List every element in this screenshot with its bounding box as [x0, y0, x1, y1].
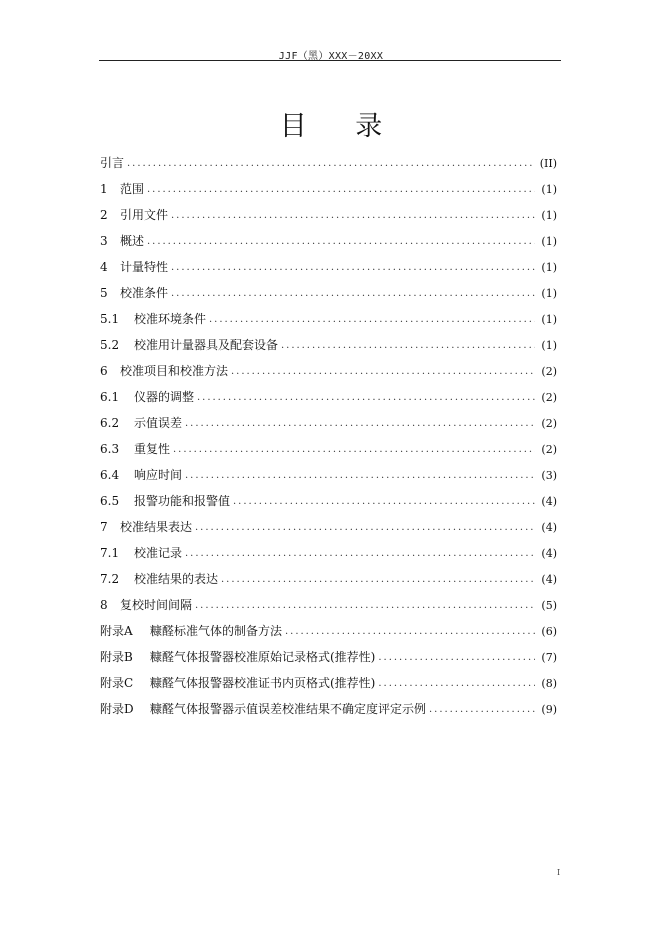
toc-entry-title: 糠醛气体报警器校准证书内页格式(推荐性) [150, 676, 376, 690]
toc-entry[interactable] [100, 592, 557, 618]
toc-entry-number: 5.1 [100, 312, 120, 326]
toc-entry-title: 校准结果表达 [120, 520, 193, 534]
page-number: I [557, 868, 561, 877]
table-of-contents [100, 150, 557, 722]
toc-entry-page: (2) [541, 391, 557, 404]
toc-entry-number: 6.5 [100, 494, 120, 508]
toc-leader-dots [185, 461, 535, 489]
toc-entry-number: 2 [100, 208, 108, 222]
toc-entry-title: 响应时间 [134, 468, 183, 482]
toc-entry-page: (1) [541, 261, 557, 274]
toc-entry-title: 校准环境条件 [134, 312, 207, 326]
toc-entry-page: (4) [541, 547, 557, 560]
toc-entry-page: (6) [541, 625, 557, 638]
toc-leader-dots [147, 175, 535, 203]
toc-entry-page: (1) [541, 313, 557, 326]
toc-entry-title: 示值误差 [134, 416, 183, 430]
toc-leader-dots [173, 435, 535, 463]
toc-entry[interactable] [100, 228, 557, 254]
toc-entry-page: (1) [541, 209, 557, 222]
toc-entry-number: 7.1 [100, 546, 120, 560]
toc-entry-number: 7.2 [100, 572, 120, 586]
toc-entry-title: 引用文件 [120, 208, 169, 222]
toc-leader-dots [378, 669, 535, 697]
toc-leader-dots [171, 201, 535, 229]
toc-entry-title: 概述 [120, 234, 145, 248]
toc-leader-dots [378, 643, 535, 671]
toc-entry-page: (5) [541, 599, 557, 612]
toc-entry-title: 复校时间间隔 [120, 598, 193, 612]
toc-entry[interactable] [100, 670, 557, 696]
toc-entry[interactable] [100, 202, 557, 228]
toc-leader-dots [147, 227, 535, 255]
toc-entry-number: 5 [100, 286, 108, 300]
toc-entry-number: 8 [100, 598, 108, 612]
toc-entry-title: 校准条件 [120, 286, 169, 300]
toc-leader-dots [231, 357, 535, 385]
toc-entry-number: 6.4 [100, 468, 120, 482]
toc-entry-title: 糠醛气体报警器示值误差校准结果不确定度评定示例 [150, 702, 427, 716]
toc-entry-title: 计量特性 [120, 260, 169, 274]
toc-leader-dots [429, 695, 535, 723]
toc-leader-dots [185, 409, 535, 437]
toc-entry-number: 6.2 [100, 416, 120, 430]
toc-entry[interactable] [100, 696, 557, 722]
toc-entry-page: (1) [541, 339, 557, 352]
toc-entry-page: (4) [541, 573, 557, 586]
toc-leader-dots [171, 253, 535, 281]
toc-entry-page: (2) [541, 443, 557, 456]
toc-entry[interactable] [100, 384, 557, 410]
toc-leader-dots [221, 565, 535, 593]
toc-entry-title: 校准用计量器具及配套设备 [134, 338, 279, 352]
toc-entry-number: 4 [100, 260, 108, 274]
toc-title: 目 录 [279, 111, 403, 142]
toc-entry-title: 校准结果的表达 [134, 572, 219, 586]
toc-entry[interactable] [100, 176, 557, 202]
toc-entry-page: (9) [541, 703, 557, 716]
toc-entry-page: (1) [541, 287, 557, 300]
toc-entry-page: (2) [541, 365, 557, 378]
toc-entry[interactable] [100, 306, 557, 332]
toc-entry-number: 3 [100, 234, 108, 248]
toc-leader-dots [233, 487, 535, 515]
toc-entry-page: (4) [541, 495, 557, 508]
toc-entry-number: 附录D [100, 702, 134, 716]
toc-leader-dots [185, 539, 535, 567]
toc-entry-page: (4) [541, 521, 557, 534]
toc-entry[interactable] [100, 332, 557, 358]
toc-entry[interactable] [100, 488, 557, 514]
toc-entry[interactable] [100, 618, 557, 644]
toc-entry[interactable] [100, 462, 557, 488]
document-code-header: JJF（黑）XXX－20XX [278, 51, 384, 62]
toc-entry-page: (II) [539, 157, 557, 170]
toc-entry-number: 附录C [100, 676, 134, 690]
toc-leader-dots [127, 149, 534, 177]
toc-entry[interactable] [100, 566, 557, 592]
toc-leader-dots [195, 513, 535, 541]
toc-leader-dots [197, 383, 535, 411]
toc-entry-title: 报警功能和报警值 [134, 494, 231, 508]
toc-entry[interactable] [100, 254, 557, 280]
toc-entry-title: 重复性 [134, 442, 171, 456]
toc-entry-title: 糠醛标准气体的制备方法 [150, 624, 283, 638]
toc-entry[interactable] [100, 410, 557, 436]
toc-entry-title: 校准项目和校准方法 [120, 364, 229, 378]
toc-entry-number: 附录B [100, 650, 133, 664]
toc-entry-number: 6.3 [100, 442, 120, 456]
toc-entry[interactable] [100, 644, 557, 670]
toc-entry-page: (2) [541, 417, 557, 430]
toc-entry-number: 6.1 [100, 390, 120, 404]
toc-entry-title: 引言 [100, 156, 125, 170]
toc-entry-title: 仪器的调整 [134, 390, 195, 404]
toc-leader-dots [209, 305, 535, 333]
toc-entry-number: 1 [100, 182, 108, 196]
toc-entry-number: 附录A [100, 624, 133, 638]
toc-entry-number: 6 [100, 364, 108, 378]
toc-leader-dots [195, 591, 535, 619]
toc-entry[interactable] [100, 540, 557, 566]
toc-entry[interactable] [100, 436, 557, 462]
toc-entry-page: (7) [541, 651, 557, 664]
toc-entry-page: (1) [541, 183, 557, 196]
header-divider [99, 60, 561, 61]
toc-entry[interactable] [100, 514, 557, 540]
toc-entry[interactable] [100, 150, 557, 176]
toc-entry-page: (1) [541, 235, 557, 248]
toc-entry-page: (3) [541, 469, 557, 482]
toc-entry[interactable] [100, 358, 557, 384]
toc-entry[interactable] [100, 280, 557, 306]
toc-entry-number: 5.2 [100, 338, 120, 352]
toc-entry-title: 糠醛气体报警器校准原始记录格式(推荐性) [150, 650, 376, 664]
toc-entry-number: 7 [100, 520, 108, 534]
toc-entry-page: (8) [541, 677, 557, 690]
toc-entry-title: 范围 [120, 182, 145, 196]
toc-leader-dots [281, 331, 535, 359]
toc-entry-title: 校准记录 [134, 546, 183, 560]
toc-leader-dots [285, 617, 535, 645]
toc-leader-dots [171, 279, 535, 307]
